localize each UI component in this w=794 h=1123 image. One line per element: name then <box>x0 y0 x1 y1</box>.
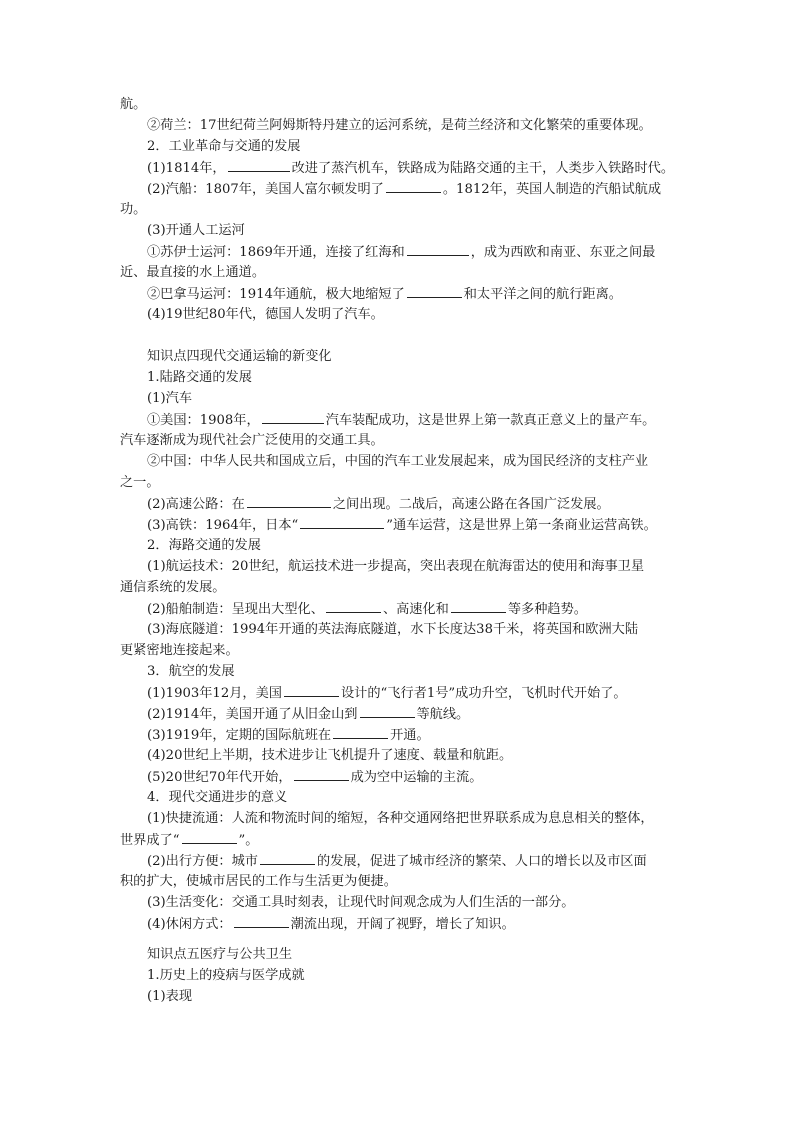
text-line: (4)19世纪80年代，德国人发明了汽车。 <box>147 307 384 322</box>
text-line: 航。 <box>120 97 147 112</box>
section-heading: 4．现代交通进步的意义 <box>147 790 288 805</box>
fill-in-blank[interactable] <box>262 409 324 424</box>
text-line: (4)休闲方式： 潮流出现，开阔了视野，增长了知识。 <box>120 913 680 934</box>
section-heading: 1.历史上的疫病与医学成就 <box>147 968 305 983</box>
text-line: (3)海底隧道：1994年开通的英法海底隧道，水下长度达38千米，将英国和欧洲大陆 <box>147 622 639 637</box>
fill-in-blank[interactable] <box>228 157 290 172</box>
text-line: ②中国：中华人民共和国成立后，中国的汽车工业发展起来，成为国民经济的支柱产业 <box>147 454 649 469</box>
text-line: ②荷兰：17世纪荷兰阿姆斯特丹建立的运河系统，是荷兰经济和文化繁荣的重要体现。 <box>147 118 652 133</box>
text-line: 近、最直接的水上通道。 <box>120 265 266 280</box>
text-line: 之一。 <box>120 475 160 490</box>
fill-in-blank[interactable] <box>451 598 506 613</box>
text-line: 功。 <box>120 202 147 217</box>
fill-in-blank[interactable] <box>234 913 289 928</box>
text-line: (1)快捷流通：人流和物流时间的缩短，各种交通网络把世界联系成为息息相关的整体， <box>147 811 654 826</box>
text-line: (1)1814年， 改进了蒸汽机车，铁路成为陆路交通的主干，人类步入铁路时代。 <box>120 157 680 178</box>
fill-in-blank[interactable] <box>300 514 384 529</box>
fill-in-blank[interactable] <box>294 766 349 781</box>
fill-in-blank[interactable] <box>333 724 388 739</box>
text-block-top <box>120 94 680 325</box>
section-heading: 3．航空的发展 <box>147 664 235 679</box>
text-line: 更紧密地连接起来。 <box>120 643 239 658</box>
fill-in-blank[interactable] <box>182 829 237 844</box>
text-line: (2)出行方便：城市 的发展，促进了城市经济的繁荣、人口的增长以及市区面 <box>120 850 680 871</box>
text-line: (1)1903年12月，美国 设计的“飞行者1号”成功升空，飞机时代开始了。 <box>120 682 680 703</box>
text-line: (3)生活变化：交通工具时刻表，让现代时间观念成为人们生活的一部分。 <box>147 895 575 910</box>
text-block-section-4 <box>120 346 680 934</box>
section-heading: 2．工业革命与交通的发展 <box>147 139 301 154</box>
text-line: ①苏伊士运河：1869年开通，连接了红海和 ，成为西欧和南亚、东亚之间最 <box>120 241 680 262</box>
section-heading: 2．海路交通的发展 <box>147 538 261 553</box>
section-title: 知识点四现代交通运输的新变化 <box>147 349 332 364</box>
text-line: 世界成了“ ”。 <box>120 829 680 850</box>
text-line: 通信系统的发展。 <box>120 580 226 595</box>
text-line: (2)船舶制造：呈现出大型化、 、高速化和 等多种趋势。 <box>120 598 680 619</box>
text-line: (2)汽船：1807年，美国人富尔顿发明了 。1812年，英国人制造的汽船试航成 <box>120 178 680 199</box>
text-block-section-5 <box>120 944 680 1007</box>
text-line: ②巴拿马运河：1914年通航，极大地缩短了 和太平洋之间的航行距离。 <box>120 283 680 304</box>
fill-in-blank[interactable] <box>284 682 339 697</box>
text-line: (1)航运技术：20世纪，航运技术进一步提高，突出表现在航海雷达的使用和海事卫星 <box>147 559 645 574</box>
section-title: 知识点五医疗与公共卫生 <box>147 947 293 962</box>
fill-in-blank[interactable] <box>326 598 381 613</box>
text-line: (1)汽车 <box>147 391 193 406</box>
text-line: (5)20世纪70年代开始， 成为空中运输的主流。 <box>120 766 680 787</box>
text-line: (2)高速公路：在 之间出现。二战后，高速公路在各国广泛发展。 <box>120 493 680 514</box>
text-line: (4)20世纪上半期，技术进步让飞机提升了速度、载量和航距。 <box>147 748 513 763</box>
fill-in-blank[interactable] <box>407 283 462 298</box>
text-line: 汽车逐渐成为现代社会广泛使用的交通工具。 <box>120 433 384 448</box>
fill-in-blank[interactable] <box>407 241 469 256</box>
fill-in-blank[interactable] <box>360 703 415 718</box>
text-line: (3)1919年，定期的国际航班在 开通。 <box>120 724 680 745</box>
fill-in-blank[interactable] <box>386 178 441 193</box>
text-line: (1)表现 <box>147 989 193 1004</box>
text-line: (2)1914年，美国开通了从旧金山到 等航线。 <box>120 703 680 724</box>
section-heading: 1.陆路交通的发展 <box>147 370 252 385</box>
text-line: ①美国：1908年， 汽车装配成功，这是世界上第一款真正意义上的量产车。 <box>120 409 680 430</box>
fill-in-blank[interactable] <box>247 493 331 508</box>
text-line: (3)高铁：1964年，日本“ ”通车运营，这是世界上第一条商业运营高铁。 <box>120 514 680 535</box>
fill-in-blank[interactable] <box>260 850 315 865</box>
text-line: (3)开通人工运河 <box>147 223 245 238</box>
text-line: 积的扩大，使城市居民的工作与生活更为便捷。 <box>120 874 397 889</box>
